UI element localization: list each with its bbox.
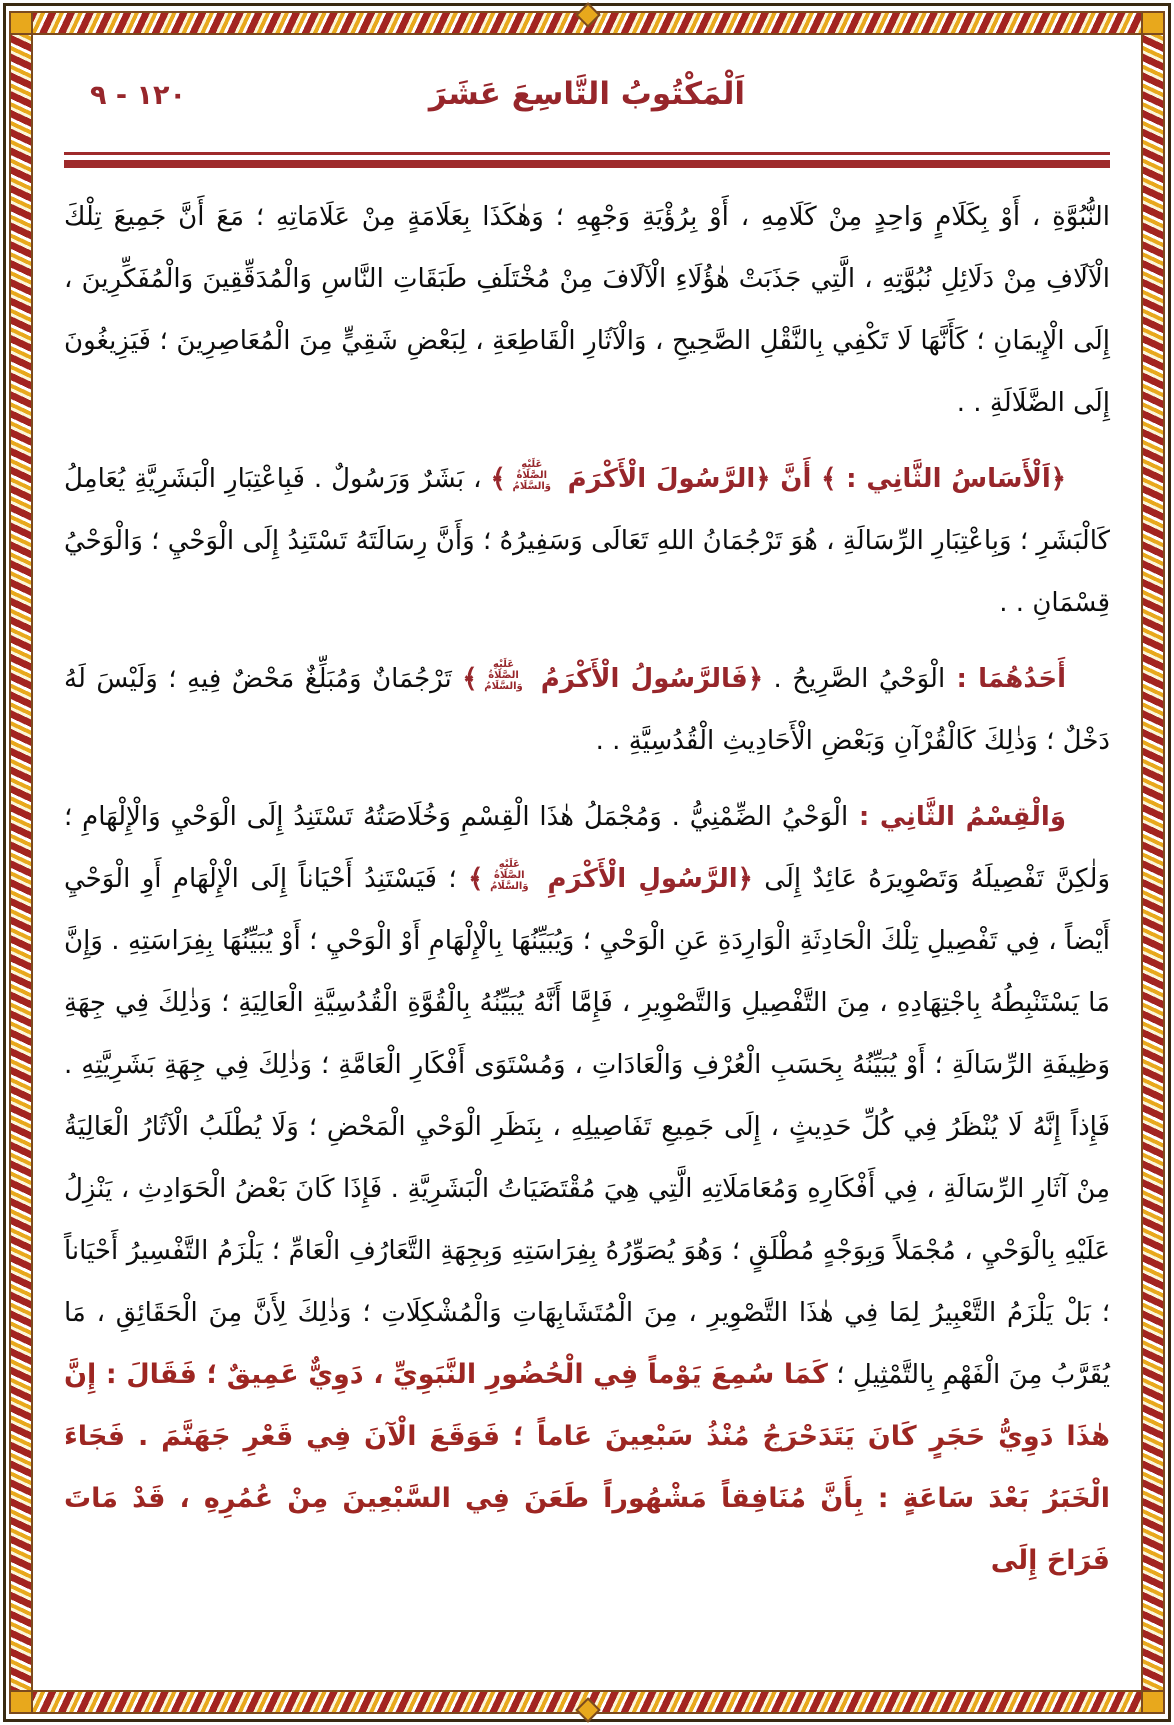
frame-corner-bottom-right bbox=[1141, 1690, 1165, 1714]
paragraph bbox=[64, 186, 1110, 434]
text-segment-black: ، بَشَرٌ وَرَسُولٌ . فَبِاعْتِبَارِ الْبَشَرِيَّةِ يُعَامِلُ كَالْبَشَرِ ؛ وَبِاعْتِبَارِ الرِّسَالَةِ ، هُوَ تَرْجُمَانُ اللهِ تَعَالَى وَسَفِيرُهُ ؛ وَأَنَّ رِسَالَتَهُ تَسْتَنِدُ إِلَى الْوَحْيِ ؛ وَالْوَحْيُ قِسْمَانِ . . bbox=[64, 464, 1110, 618]
pbuh-seal: عَلَيْهِ الصَّلَاةُ وَالسَّلَامُ bbox=[484, 659, 523, 692]
text-segment-red: ﴿الرَّسُولِ الْأَكْرَمِ bbox=[535, 864, 753, 894]
page-number: ١٢٠ - ٩ bbox=[90, 80, 186, 111]
header-divider-thick-line bbox=[64, 160, 1110, 168]
text-segment-black: تَرْجُمَانٌ وَمُبَلِّغٌ مَحْضٌ فِيهِ ؛ وَلَيْسَ لَهُ دَخْلٌ ؛ وَذٰلِكَ كَالْقُرْآنِ وَبَعْضِ الْأَحَادِيثِ الْقُدُسِيَّةِ . . bbox=[64, 664, 1110, 756]
text-segment-red: ﴾ bbox=[462, 664, 478, 694]
paragraph bbox=[64, 648, 1110, 772]
header-divider bbox=[64, 152, 1110, 170]
text-segment-black: الْوَحْيُ الصَّرِيحُ . bbox=[763, 664, 946, 694]
text-segment-red: ﴾ bbox=[468, 864, 484, 894]
page-content bbox=[62, 50, 1112, 1679]
paragraph bbox=[64, 448, 1110, 634]
frame-corner-top-left bbox=[9, 11, 33, 35]
pbuh-seal: عَلَيْهِ الصَّلَاةُ وَالسَّلَامُ bbox=[490, 859, 529, 892]
header-divider-thin-line bbox=[64, 152, 1110, 155]
text-segment-black: ؛ فَيَسْتَنِدُ أَحْيَاناً إِلَى الْإِلْهَامِ أَوِ الْوَحْيِ أَيْضاً ، فِي تَفْصِيلِ تِلْكَ الْحَادِثَةِ الْوَارِدَةِ عَنِ الْوَحْيِ ؛ وَيُبَيِّنُهَا بِالْإِلْهَامِ أَوْ الْوَحْيِ ؛ أَوْ يُبَيِّنُهَا بِفِرَاسَتِهِ . وَإِنَّ مَا يَسْتَنْبِطُهُ بِاجْتِهَادِهِ ، مِنَ التَّفْصِيلِ وَالتَّصْوِيرِ ، فَإِمَّا أَنَّهُ يُبَيِّنُهُ بِالْقُوَّةِ الْقُدُسِيَّةِ الْعَالِيَةِ ؛ وَذٰلِكَ فِي جِهَةِ وَظِيفَةِ الرِّسَالَةِ ؛ أَوْ يُبَيِّنُهُ بِحَسَبِ الْعُرْفِ وَالْعَادَاتِ ، وَمُسْتَوَى أَفْكَارِ الْعَامَّةِ ؛ وَذٰلِكَ فِي جِهَةِ بَشَرِيَّتِهِ . فَإِذاً إِنَّهُ لَا يُنْظَرُ فِي كُلِّ حَدِيثٍ ، إِلَى جَمِيعِ تَفَاصِيلِهِ ، بِنَظَرِ الْوَحْيِ الْمَحْضِ ؛ وَلَا يُطْلَبُ الْآثَارُ الْعَالِيَةُ مِنْ آثَارِ الرِّسَالَةِ ، فِي أَفْكَارِهِ وَمُعَامَلَاتِهِ الَّتِي هِيَ مُقْتَضَيَاتُ الْبَشَرِيَّةِ . فَإِذَا كَانَ بَعْضُ الْحَوَادِثِ ، يَنْزِلُ عَلَيْهِ بِالْوَحْيِ ، مُجْمَلاً وَبِوَجْهٍ مُطْلَقٍ ؛ وَهُوَ يُصَوِّرُهُ بِفِرَاسَتِهِ وَبِجِهَةِ التَّعَارُفِ الْعَامِّ ؛ يَلْزَمُ التَّفْسِيرُ أَحْيَاناً ؛ بَلْ يَلْزَمُ التَّعْبِيرُ لِمَا فِي هٰذَا التَّصْوِيرِ ، مِنَ الْمُتَشَابِهَاتِ وَالْمُشْكِلَاتِ ؛ وَذٰلِكَ لِأَنَّ مِنَ الْحَقَائِقِ ، مَا يُقَرَّبُ مِنَ الْفَهْمِ بِالتَّمْثِيلِ ؛ bbox=[64, 864, 1111, 1390]
text-segment-redbold: كَمَا سُمِعَ يَوْماً فِي الْحُضُورِ النَّبَوِيِّ ، دَوِيٌّ عَمِيقٌ ؛ فَقَالَ : إِنَّ هٰذَا دَوِيُّ حَجَرٍ كَانَ يَتَدَحْرَجُ مُنْذُ سَبْعِينَ عَاماً ؛ فَوَقَعَ الْآنَ فِي قَعْرِ جَهَنَّمَ . فَجَاءَ الْخَبَرُ بَعْدَ سَاعَةٍ : بِأَنَّ مُنَافِقاً مَشْهُوراً طَعَنَ فِي السَّبْعِينَ مِنْ عُمُرِهِ ، قَدْ مَاتَ فَرَاحَ إِلَى bbox=[64, 1359, 1110, 1576]
body-text bbox=[62, 186, 1112, 1592]
text-segment-red: ﴾ bbox=[490, 464, 506, 494]
paragraph bbox=[64, 786, 1110, 1592]
text-segment-red: وَالْقِسْمُ الثَّانِي : bbox=[848, 802, 1066, 832]
pbuh-seal: عَلَيْهِ الصَّلَاةُ وَالسَّلَامُ bbox=[512, 459, 552, 492]
frame-corner-top-right bbox=[1141, 11, 1165, 35]
frame-band-right bbox=[1141, 11, 1165, 1714]
text-segment-black: الْوَحْيُ الضِّمْنِيُّ . وَمُجْمَلُ هٰذَا الْقِسْمِ وَخُلَاصَتُهُ تَسْتَنِدُ إِلَى الْوَحْيِ وَالْإِلْهَامِ ؛ وَلٰكِنَّ تَفْصِيلَهُ وَتَصْوِيرَهُ عَائِدٌ إِلَى bbox=[64, 802, 1111, 894]
text-segment-red: ﴿فَالرَّسُولُ الْأَكْرَمُ bbox=[529, 664, 764, 694]
page-header bbox=[62, 72, 1112, 144]
text-segment-red: أَحَدُهُمَا : bbox=[945, 664, 1067, 694]
frame-corner-bottom-left bbox=[9, 1690, 33, 1714]
text-segment-black: النُّبُوَّةِ ، أَوْ بِكَلَامٍ وَاحِدٍ مِنْ كَلَامِهِ ، أَوْ بِرُؤْيَةِ وَجْهِهِ ؛ وَهٰكَذَا بِعَلَامَةٍ مِنْ عَلَامَاتِهِ ؛ مَعَ أَنَّ جَمِيعَ تِلْكَ الْآلَافِ مِنْ دَلَائِلِ نُبُوَّتِهِ ، الَّتِي جَذَبَتْ هٰؤُلَاءِ الْآلَافَ مِنْ مُخْتَلَفِ طَبَقَاتِ النَّاسِ وَالْمُدَقِّقِينَ وَالْمُفَكِّرِينَ ، إِلَى الْإِيمَانِ ؛ كَأَنَّهَا لَا تَكْفِي بِالنَّقْلِ الصَّحِيحِ ، وَالْآثَارِ الْقَاطِعَةِ ، لِبَعْضِ شَقِيٍّ مِنَ الْمُعَاصِرِينَ ؛ فَيَزِيغُونَ إِلَى الضَّلَالَةِ . . bbox=[64, 202, 1110, 418]
page-title: اَلْمَكْتُوبُ التَّاسِعَ عَشَرَ bbox=[428, 76, 746, 112]
text-segment-red: ﴿اَلْأَسَاسُ الثَّانِي : ﴾ أَنَّ ﴿الرَّسُولَ الْأَكْرَمَ bbox=[557, 464, 1066, 494]
frame-band-left bbox=[9, 11, 33, 1714]
